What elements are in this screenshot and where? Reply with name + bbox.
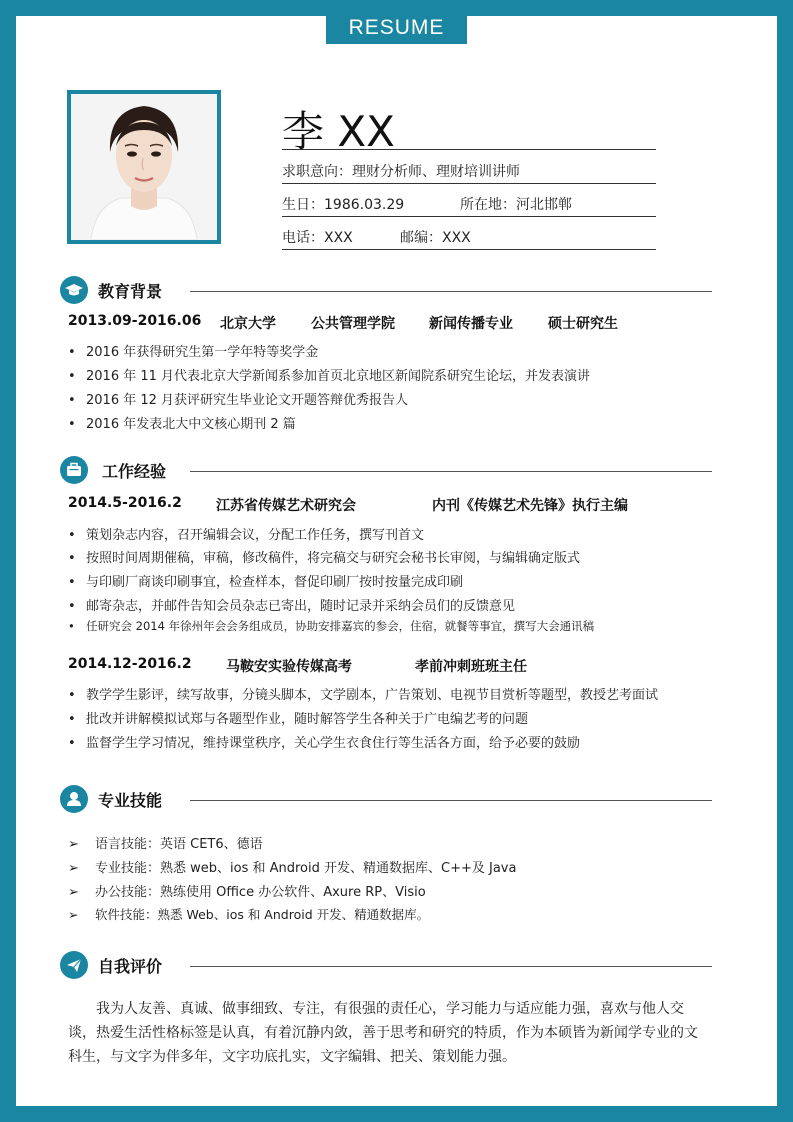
birth-location-row	[282, 188, 656, 217]
list-item: • 2016 年获得研究生第一学年特等奖学金	[68, 345, 319, 360]
objective-row	[282, 155, 656, 184]
job-org: 马鞍安实验传媒高考	[226, 659, 352, 675]
list-item: • 批改并讲解模拟试郑与各题型作业，随时解答学生各种关于广电编艺考的问题	[68, 712, 529, 727]
section-divider	[190, 966, 712, 967]
email-text: 邮编：XXX	[400, 230, 471, 246]
name-underline	[282, 121, 656, 150]
list-item: • 策划杂志内容，召开编辑会议，分配工作任务，撰写刊首文	[68, 528, 425, 543]
education-section-header	[60, 276, 712, 306]
section-title: 专业技能	[98, 791, 163, 810]
section-title: 自我评价	[98, 957, 163, 976]
list-item: ➢ 软件技能：熟悉 Web、ios 和 Android 开发、精通数据库。	[68, 907, 430, 922]
edu-degree: 硕士研究生	[548, 316, 618, 332]
skills-section-header	[60, 785, 712, 815]
work-section-header	[60, 456, 712, 486]
phone-text: 电话：XXX	[282, 230, 353, 246]
resume-badge: RESUME	[326, 11, 467, 44]
job-role: 内刊《传媒艺术先锋》执行主编	[432, 498, 628, 514]
profile-photo	[67, 90, 221, 244]
job-period: 2014.12-2016.2	[68, 656, 192, 672]
user-icon	[60, 785, 88, 813]
portrait-image	[71, 94, 217, 240]
job-role: 孝前冲刺班班主任	[415, 659, 527, 675]
objective-text: 求职意向：理财分析师、理财培训讲师	[282, 164, 520, 180]
job-org: 江苏省传媒艺术研究会	[216, 498, 356, 514]
profile-name: 李 XX	[282, 107, 395, 156]
list-item: • 与印刷厂商谈印刷事宜，检查样本，督促印刷厂按时按量完成印刷	[68, 575, 464, 590]
section-title: 工作经验	[102, 462, 167, 481]
edu-period: 2013.09-2016.06	[68, 313, 202, 329]
list-item: • 2016 年发表北大中文核心期刊 2 篇	[68, 417, 296, 432]
edu-major: 新闻传播专业	[429, 316, 513, 332]
self-section-header	[60, 951, 712, 981]
section-title: 教育背景	[98, 282, 163, 301]
location-text: 所在地：河北邯郸	[460, 197, 572, 213]
list-item: • 邮寄杂志，并邮件告知会员杂志已寄出，随时记录并采纳会员们的反馈意见	[68, 599, 516, 614]
briefcase-icon	[60, 456, 88, 484]
self-evaluation-text: 我为人友善、真诚、做事细致、专注，有很强的责任心，学习能力与适应能力强，喜欢与他人交谈，热爱生活性格标签是认真，有着沉静内敛，善于思考和研究的特质，作为本硕皆为新闻学专业的文科生，与文字为伴多年，文字功底扎实，文字编辑、把关、策划能力强。	[68, 1001, 698, 1065]
list-item: ➢ 专业技能：熟悉 web、ios 和 Android 开发、精通数据库、C++及 Java	[68, 861, 517, 876]
list-item: ➢ 办公技能：熟练使用 Office 办公软件、Axure RP、Visio	[68, 885, 426, 900]
list-item: • 教学学生影评，续写故事，分镜头脚本，文学剧本，广告策划、电视节目赏析等题型，教授艺考面试	[68, 688, 659, 703]
paper-plane-icon	[60, 951, 88, 979]
list-item: • 2016 年 12 月获评研究生毕业论文开题答辩优秀报告人	[68, 393, 409, 408]
contact-row	[282, 221, 656, 250]
edu-school: 北京大学	[220, 316, 276, 332]
list-item: ➢ 语言技能：英语 CET6、德语	[68, 837, 263, 852]
list-item: • 按照时间周期催稿，审稿，修改稿件，将完稿交与研究会秘书长审阅，与编辑确定版式	[68, 551, 581, 566]
graduation-cap-icon	[60, 276, 88, 304]
section-divider	[190, 471, 712, 472]
job-period: 2014.5-2016.2	[68, 495, 182, 511]
list-item: • 监督学生学习情况，维持课堂秩序，关心学生衣食住行等生活各方面，给予必要的鼓励	[68, 736, 581, 751]
section-divider	[190, 291, 712, 292]
birth-text: 生日：1986.03.29	[282, 197, 405, 213]
list-item: • 2016 年 11 月代表北京大学新闻系参加首页北京地区新闻院系研究生论坛，并发表演讲	[68, 369, 591, 384]
section-divider	[190, 800, 712, 801]
list-item: • 任研究会 2014 年徐州年会会务组成员，协助安排嘉宾的参会，住宿，就餐等事宜，撰写大会通讯稿	[68, 619, 595, 633]
edu-college: 公共管理学院	[311, 316, 395, 332]
